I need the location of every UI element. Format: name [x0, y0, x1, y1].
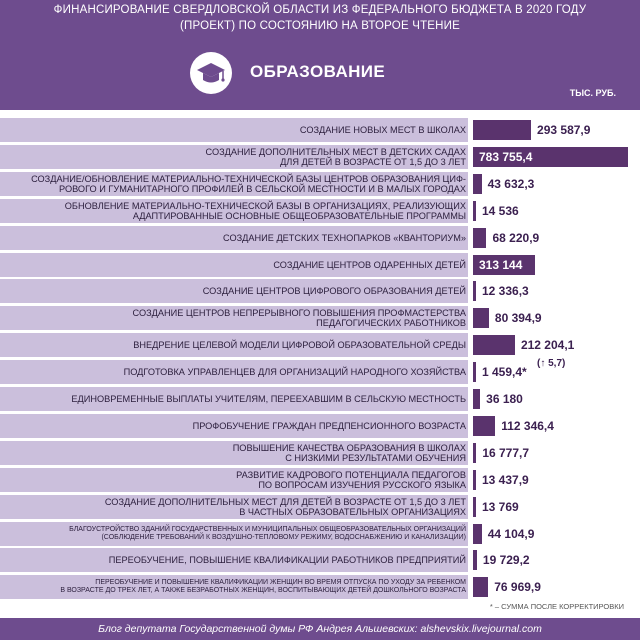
- value-label: 43 632,3: [487, 177, 535, 191]
- bar: [473, 174, 482, 194]
- value-label: 44 104,9: [487, 527, 535, 541]
- category-label: [0, 306, 466, 330]
- category-label-line: СОЗДАНИЕ ЦЕНТРОВ ОДАРЕННЫХ ДЕТЕЙ: [273, 260, 466, 270]
- category-label-line: ПОДГОТОВКА УПРАВЛЕНЦЕВ ДЛЯ ОРГАНИЗАЦИЙ НАРОДНОГО ХОЗЯЙСТВА: [123, 367, 466, 377]
- category-label-line: С НИЗКИМИ РЕЗУЛЬТАТАМИ ОБУЧЕНИЯ: [285, 453, 466, 463]
- value-label: 80 394,9: [494, 311, 542, 325]
- category-label: [0, 145, 466, 169]
- category-label-line: ВНЕДРЕНИЕ ЦЕЛЕВОЙ МОДЕЛИ ЦИФРОВОЙ ОБРАЗОВАТЕЛЬНОЙ СРЕДЫ: [133, 340, 466, 350]
- category-label-line: РАЗВИТИЕ КАДРОВОГО ПОТЕНЦИАЛА ПЕДАГОГОВ: [236, 470, 466, 480]
- category-label: [0, 360, 466, 384]
- bar: [473, 497, 476, 517]
- bar: [473, 362, 476, 382]
- category-label-line: СОЗДАНИЕ/ОБНОВЛЕНИЕ МАТЕРИАЛЬНО-ТЕХНИЧЕСКОЙ БАЗЫ ЦЕНТРОВ ОБРАЗОВАНИЯ ЦИФ-: [31, 174, 466, 184]
- category-label-line: БЛАГОУСТРОЙСТВО ЗДАНИЙ ГОСУДАРСТВЕННЫХ И МУНИЦИПАЛЬНЫХ ОБЩЕОБРАЗОВАТЕЛЬНЫХ ОРГАНИЗАЦИЙ: [69, 526, 466, 533]
- category-label-line: ПРОФОБУЧЕНИЕ ГРАЖДАН ПРЕДПЕНСИОННОГО ВОЗРАСТА: [192, 421, 466, 431]
- category-label: [0, 495, 466, 519]
- value-label: 16 777,7: [482, 446, 530, 460]
- unit-label: ТЫС. РУБ.: [569, 88, 616, 98]
- bar: [473, 443, 476, 463]
- category-label-line: (СОБЛЮДЕНИЕ ТРЕБОВАНИЙ К ВОЗДУШНО-ТЕПЛОВОМУ РЕЖИМУ, ВОДОСНАБЖЕНИЮ И КАНАЛИЗАЦИИ): [101, 534, 466, 541]
- bar: [473, 524, 482, 544]
- category-label-line: СОЗДАНИЕ ДЕТСКИХ ТЕХНОПАРКОВ «КВАНТОРИУМ»: [223, 233, 466, 243]
- bar: [473, 470, 476, 490]
- category-label: [0, 575, 466, 599]
- bar: [473, 201, 476, 221]
- category-label-line: ПОВЫШЕНИЕ КАЧЕСТВА ОБРАЗОВАНИЯ В ШКОЛАХ: [232, 443, 466, 453]
- value-label: 112 346,4: [501, 419, 554, 433]
- value-label: 12 336,3: [482, 284, 529, 298]
- value-label: 36 180: [486, 392, 523, 406]
- value-label: 13 769: [482, 500, 519, 514]
- category-label: [0, 226, 466, 250]
- category-label-line: ПЕДАГОГИЧЕСКИХ РАБОТНИКОВ: [316, 318, 466, 328]
- value-label: 19 729,2: [482, 553, 530, 567]
- title-line-2: (ПРОЕКТ) ПО СОСТОЯНИЮ НА ВТОРОЕ ЧТЕНИЕ: [179, 20, 461, 32]
- category-label: [0, 118, 466, 142]
- category-label: [0, 172, 466, 196]
- value-label: 68 220,9: [492, 231, 540, 245]
- category-label-line: АДАПТИРОВАННЫЕ ОСНОВНЫЕ ОБЩЕОБРАЗОВАТЕЛЬНЫЕ ПРОГРАММЫ: [132, 211, 466, 221]
- category-label-line: В ЧАСТНЫХ ОБРАЗОВАТЕЛЬНЫХ ОРГАНИЗАЦИЯХ: [239, 507, 466, 517]
- section-title: ОБРАЗОВАНИЕ: [250, 62, 386, 81]
- category-label: [0, 468, 466, 492]
- value-label: 313 144: [479, 258, 523, 272]
- category-label: [0, 199, 466, 223]
- footer-credit: Блог депутата Государственной думы РФ Андрея Альшевских: alshevskix.livejournal.com: [0, 618, 640, 640]
- category-label-line: ПЕРЕОБУЧЕНИЕ И ПОВЫШЕНИЕ КВАЛИФИКАЦИИ ЖЕНЩИН ВО ВРЕМЯ ОТПУСКА ПО УХОДУ ЗА РЕБЕНКОМ: [95, 579, 466, 586]
- category-label-line: ДЛЯ ДЕТЕЙ В ВОЗРАСТЕ ОТ 1,5 ДО 3 ЛЕТ: [280, 157, 466, 167]
- category-label-line: ОБНОВЛЕНИЕ МАТЕРИАЛЬНО-ТЕХНИЧЕСКОЙ БАЗЫ В ОРГАНИЗАЦИЯХ, РЕАЛИЗУЮЩИХ: [64, 201, 466, 211]
- category-label: [0, 387, 466, 411]
- category-label: [0, 253, 466, 277]
- bar: [473, 281, 476, 301]
- category-label-line: ПЕРЕОБУЧЕНИЕ, ПОВЫШЕНИЕ КВАЛИФИКАЦИИ РАБОТНИКОВ ПРЕДПРИЯТИЙ: [108, 555, 466, 565]
- category-label-line: СОЗДАНИЕ НОВЫХ МЕСТ В ШКОЛАХ: [299, 125, 466, 135]
- category-label: [0, 333, 466, 357]
- bar: [473, 550, 477, 570]
- bar: [473, 416, 495, 436]
- category-label-line: РОВОГО И ГУМАНИТАРНОГО ПРОФИЛЕЙ В СЕЛЬСКОЙ МЕСТНОСТИ И В МАЛЫХ ГОРОДАХ: [59, 184, 466, 194]
- category-label-line: ПО ВОПРОСАМ ИЗУЧЕНИЯ РУССКОГО ЯЗЫКА: [258, 480, 466, 490]
- bar: [473, 308, 489, 328]
- category-label: [0, 548, 466, 572]
- bar: [473, 389, 480, 409]
- title-line-1: ФИНАНСИРОВАНИЕ СВЕРДЛОВСКОЙ ОБЛАСТИ ИЗ ФЕДЕРАЛЬНОГО БЮДЖЕТА В 2020 ГОДУ: [53, 4, 587, 16]
- value-label: 212 204,1: [520, 338, 575, 352]
- category-label: [0, 279, 466, 303]
- category-label-line: ЕДИНОВРЕМЕННЫЕ ВЫПЛАТЫ УЧИТЕЛЯМ, ПЕРЕЕХАВШИМ В СЕЛЬСКУЮ МЕСТНОСТЬ: [71, 394, 466, 404]
- value-label: 293 587,9: [537, 123, 591, 137]
- category-label-line: В ВОЗРАСТЕ ДО ТРЕХ ЛЕТ, А ТАКЖЕ БЕЗРАБОТНЫХ ЖЕНЩИН, ВОСПИТЫВАЮЩИХ ДЕТЕЙ ДОШКОЛЬНОГО ВОЗРАСТА: [60, 587, 466, 594]
- category-label: [0, 522, 466, 546]
- footnote: * – СУММА ПОСЛЕ КОРРЕКТИРОВКИ: [489, 602, 624, 611]
- value-label: 1 459,4*: [482, 365, 527, 379]
- category-label-line: СОЗДАНИЕ ЦЕНТРОВ НЕПРЕРЫВНОГО ПОВЫШЕНИЯ ПРОФМАСТЕРСТВА: [132, 308, 466, 318]
- annotation: (↑ 5,7): [537, 358, 566, 369]
- category-label: [0, 441, 466, 465]
- value-label: 783 755,4: [479, 150, 533, 164]
- category-label-line: СОЗДАНИЕ ДОПОЛНИТЕЛЬНЫХ МЕСТ В ДЕТСКИХ САДАХ: [205, 147, 466, 157]
- category-label-line: СОЗДАНИЕ ДОПОЛНИТЕЛЬНЫХ МЕСТ ДЛЯ ДЕТЕЙ В ВОЗРАСТЕ ОТ 1,5 ДО 3 ЛЕТ: [104, 497, 466, 507]
- value-label: 14 536: [482, 204, 519, 218]
- bar: [473, 335, 515, 355]
- bar: [473, 577, 488, 597]
- value-label: 13 437,9: [482, 473, 529, 487]
- bar: [473, 120, 531, 140]
- category-label-line: СОЗДАНИЕ ЦЕНТРОВ ЦИФРОВОГО ОБРАЗОВАНИЯ ДЕТЕЙ: [202, 286, 466, 296]
- value-label: 76 969,9: [494, 580, 541, 594]
- category-label: [0, 414, 466, 438]
- bar: [473, 228, 486, 248]
